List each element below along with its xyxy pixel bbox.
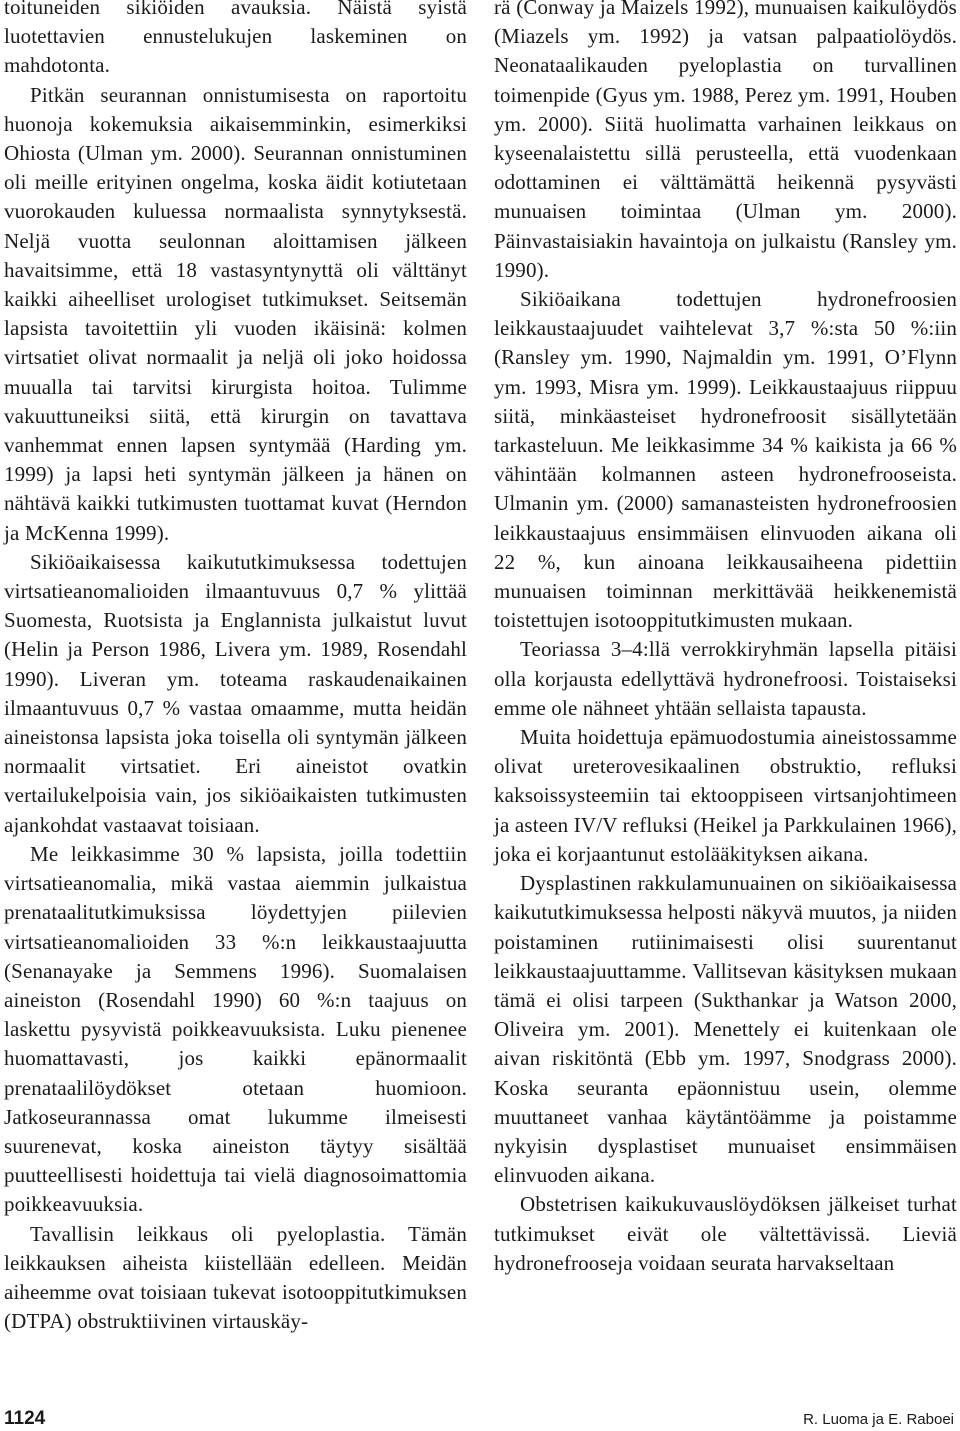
left-paragraph-4: Me leikkasimme 30 % lapsista, joilla todettiin virtsatieanomalia, mikä vastaa aiemmin julkaistua prenataalitutkimuksissa löydettyjen piilevien virtsatieanomalioiden 33 %:n leikkaustaajuutta (Senanayake ja Semmens 1996). Suomalaisen aineiston (Rosendahl 1990) 60 %:n taajuus on laskettu pysyvistä poikkeavuuksista. Luku pienenee huomattavasti, jos kaikki epänormaalit prenataalilöydökset otetaan huomioon. Jatkoseurannassa omat lukumme ilmeisesti suurenevat, koska aineiston täytyy sisältää puutteellisesti hoidettuja tai vielä diagnosoimattomia poikkeavuuksia. [4, 841, 467, 1217]
right-paragraph-6: Obstetrisen kaikukuvauslöydöksen jälkeiset turhat tutkimukset eivät ole vältettävissä. Lieviä hydronefrooseja voidaan seurata harvakseltaan [494, 1192, 957, 1275]
right-paragraph-3: Teoriassa 3–4:llä verrokkiryhmän lapsella pitäisi olla korjausta edellyttävä hydronefroosi. Toistaiseksi emme ole nähneet yhtään sellaista tapausta. [494, 637, 957, 720]
left-paragraph-5: Tavallisin leikkaus oli pyeloplastia. Tämän leikkauksen aiheista kiistellään edelleen. Meidän aiheemme ovat toisiaan tukevat isotooppitutkimuksen (DTPA) obstruktiivinen virtauskäy- [4, 1221, 467, 1334]
page-number: 1124 [4, 1408, 46, 1429]
left-paragraph-3: Sikiöaikaisessa kaikututkimuksessa todettujen virtsatieanomalioiden ilmaantuvuus 0,7 % ylittää Suomesta, Ruotsista ja Englannista julkaistut luvut (Helin ja Person 1986, Livera ym. 1989, Rosendahl 1990). Liveran ym. toteama raskaudenaikainen ilmaantuvuus 0,7 % vastaa omaamme, mutta heidän aineistonsa lapsista joka toisella oli syntymän jälkeen normaalit virtsatiet. Eri aineistot ovatkin vertailukelpoisia vain, jos sikiöaikaisten tutkimusten ajankohdat vastaavat toisiaan. [4, 549, 467, 837]
right-paragraph-5: Dysplastinen rakkulamunuainen on sikiöaikaisessa kaikututkimuksessa helposti näkyvä muutos, ja niiden poistaminen rutiinimaisesti olisi suurentanut leikkaustaajuuttamme. Vallitsevan käsityksen mukaan tämä ei olisi tarpeen (Sukthankar ja Watson 2000, Oliveira ym. 2001). Menettely ei kuitenkaan ole aivan riskitöntä (Ebb ym. 1997, Snodgrass 2000). Koska seuranta epäonnistuu usein, olemme muuttaneet vanhaa käytäntöämme ja poistamme nykyisin dysplastiset munuaiset ensimmäisen elinvuoden aikana. [494, 871, 957, 1188]
left-paragraph-2: Pitkän seurannan onnistumisesta on raportoitu huonoja kokemuksia aikaisemminkin, esimerkiksi Ohiosta (Ulman ym. 2000). Seurannan onnistuminen oli meille erityinen ongelma, koska äidit kotiutetaan vuorokauden kuluessa normaalista synnytyksestä. Neljä vuotta seulonnan aloittamisen jälkeen havaitsimme, että 18 vastasyntynyttä oli välttänyt kaikki aiheelliset urologiset tutkimukset. Seitsemän lapsista tavoitettiin yli vuoden ikäisinä: kolmen virtsatiet olivat normaalit ja neljä oli joko hoidossa muualla tai tarvitsi kirurgista hoitoa. Tulimme vakuuttuneiksi siitä, että kirurgin on tavattava vanhemmat ennen lapsen syntymää (Harding ym. 1999) ja lapsi heti syntymän jälkeen ja hänen on nähtävä kaikki tutkimusten tuottamat kuvat (Herndon ja McKenna 1999). [4, 82, 467, 545]
right-column [494, 0, 957, 1278]
left-paragraph-1: toituneiden sikiöiden avauksia. Näistä syistä luotettavien ennustelukujen laskeminen on mahdotonta. [4, 0, 467, 78]
running-footer-authors: R. Luoma ja E. Raboei [803, 1411, 954, 1428]
right-paragraph-4: Muita hoidettuja epämuodostumia aineistossamme olivat ureterovesikaalinen obstruktio, refluksi kaksoissysteemiin tai ektooppiseen virtsanjohtimeen ja asteen IV/V refluksi (Heikel ja Parkkulainen 1966), joka ei korjaantunut estolääkityksen aikana. [494, 725, 957, 866]
left-column [4, 0, 467, 1336]
right-paragraph-1: rä (Conway ja Maizels 1992), munuaisen kaikulöydös (Miazels ym. 1992) ja vatsan palpaatiolöydös. Neonataalikauden pyeloplastia on turvallinen toimenpide (Gyus ym. 1988, Perez ym. 1991, Houben ym. 2000). Siitä huolimatta varhainen leikkaus on kyseenalaistettu sillä perusteella, että vuodenkaan odottaminen ei välttämättä heikennä pysyvästi munuaisen toimintaa (Ulman ym. 2000). Päinvastaisiakin havaintoja on julkaistu (Ransley ym. 1990). [494, 0, 957, 282]
right-paragraph-2: Sikiöaikana todettujen hydronefroosien leikkaustaajuudet vaihtelevat 3,7 %:sta 50 %:iin (Ransley ym. 1990, Najmaldin ym. 1991, O’Flynn ym. 1993, Misra ym. 1999). Leikkaustaajuus riippuu siitä, minkäasteiset hydronefroosit sisällytetään tarkasteluun. Me leikkasimme 34 % kaikista ja 66 % vähintään kolmannen asteen hydronefrooseista. Ulmanin ym. (2000) samanasteisten hydronefroosien leikkaustaajuus ensimmäisen elinvuoden aikana oli 22 %, kun ainoana leikkausaiheena pidettiin munuaisen toiminnan merkittävää heikkenemistä toistettujen isotooppitutkimusten mukaan. [494, 287, 957, 633]
